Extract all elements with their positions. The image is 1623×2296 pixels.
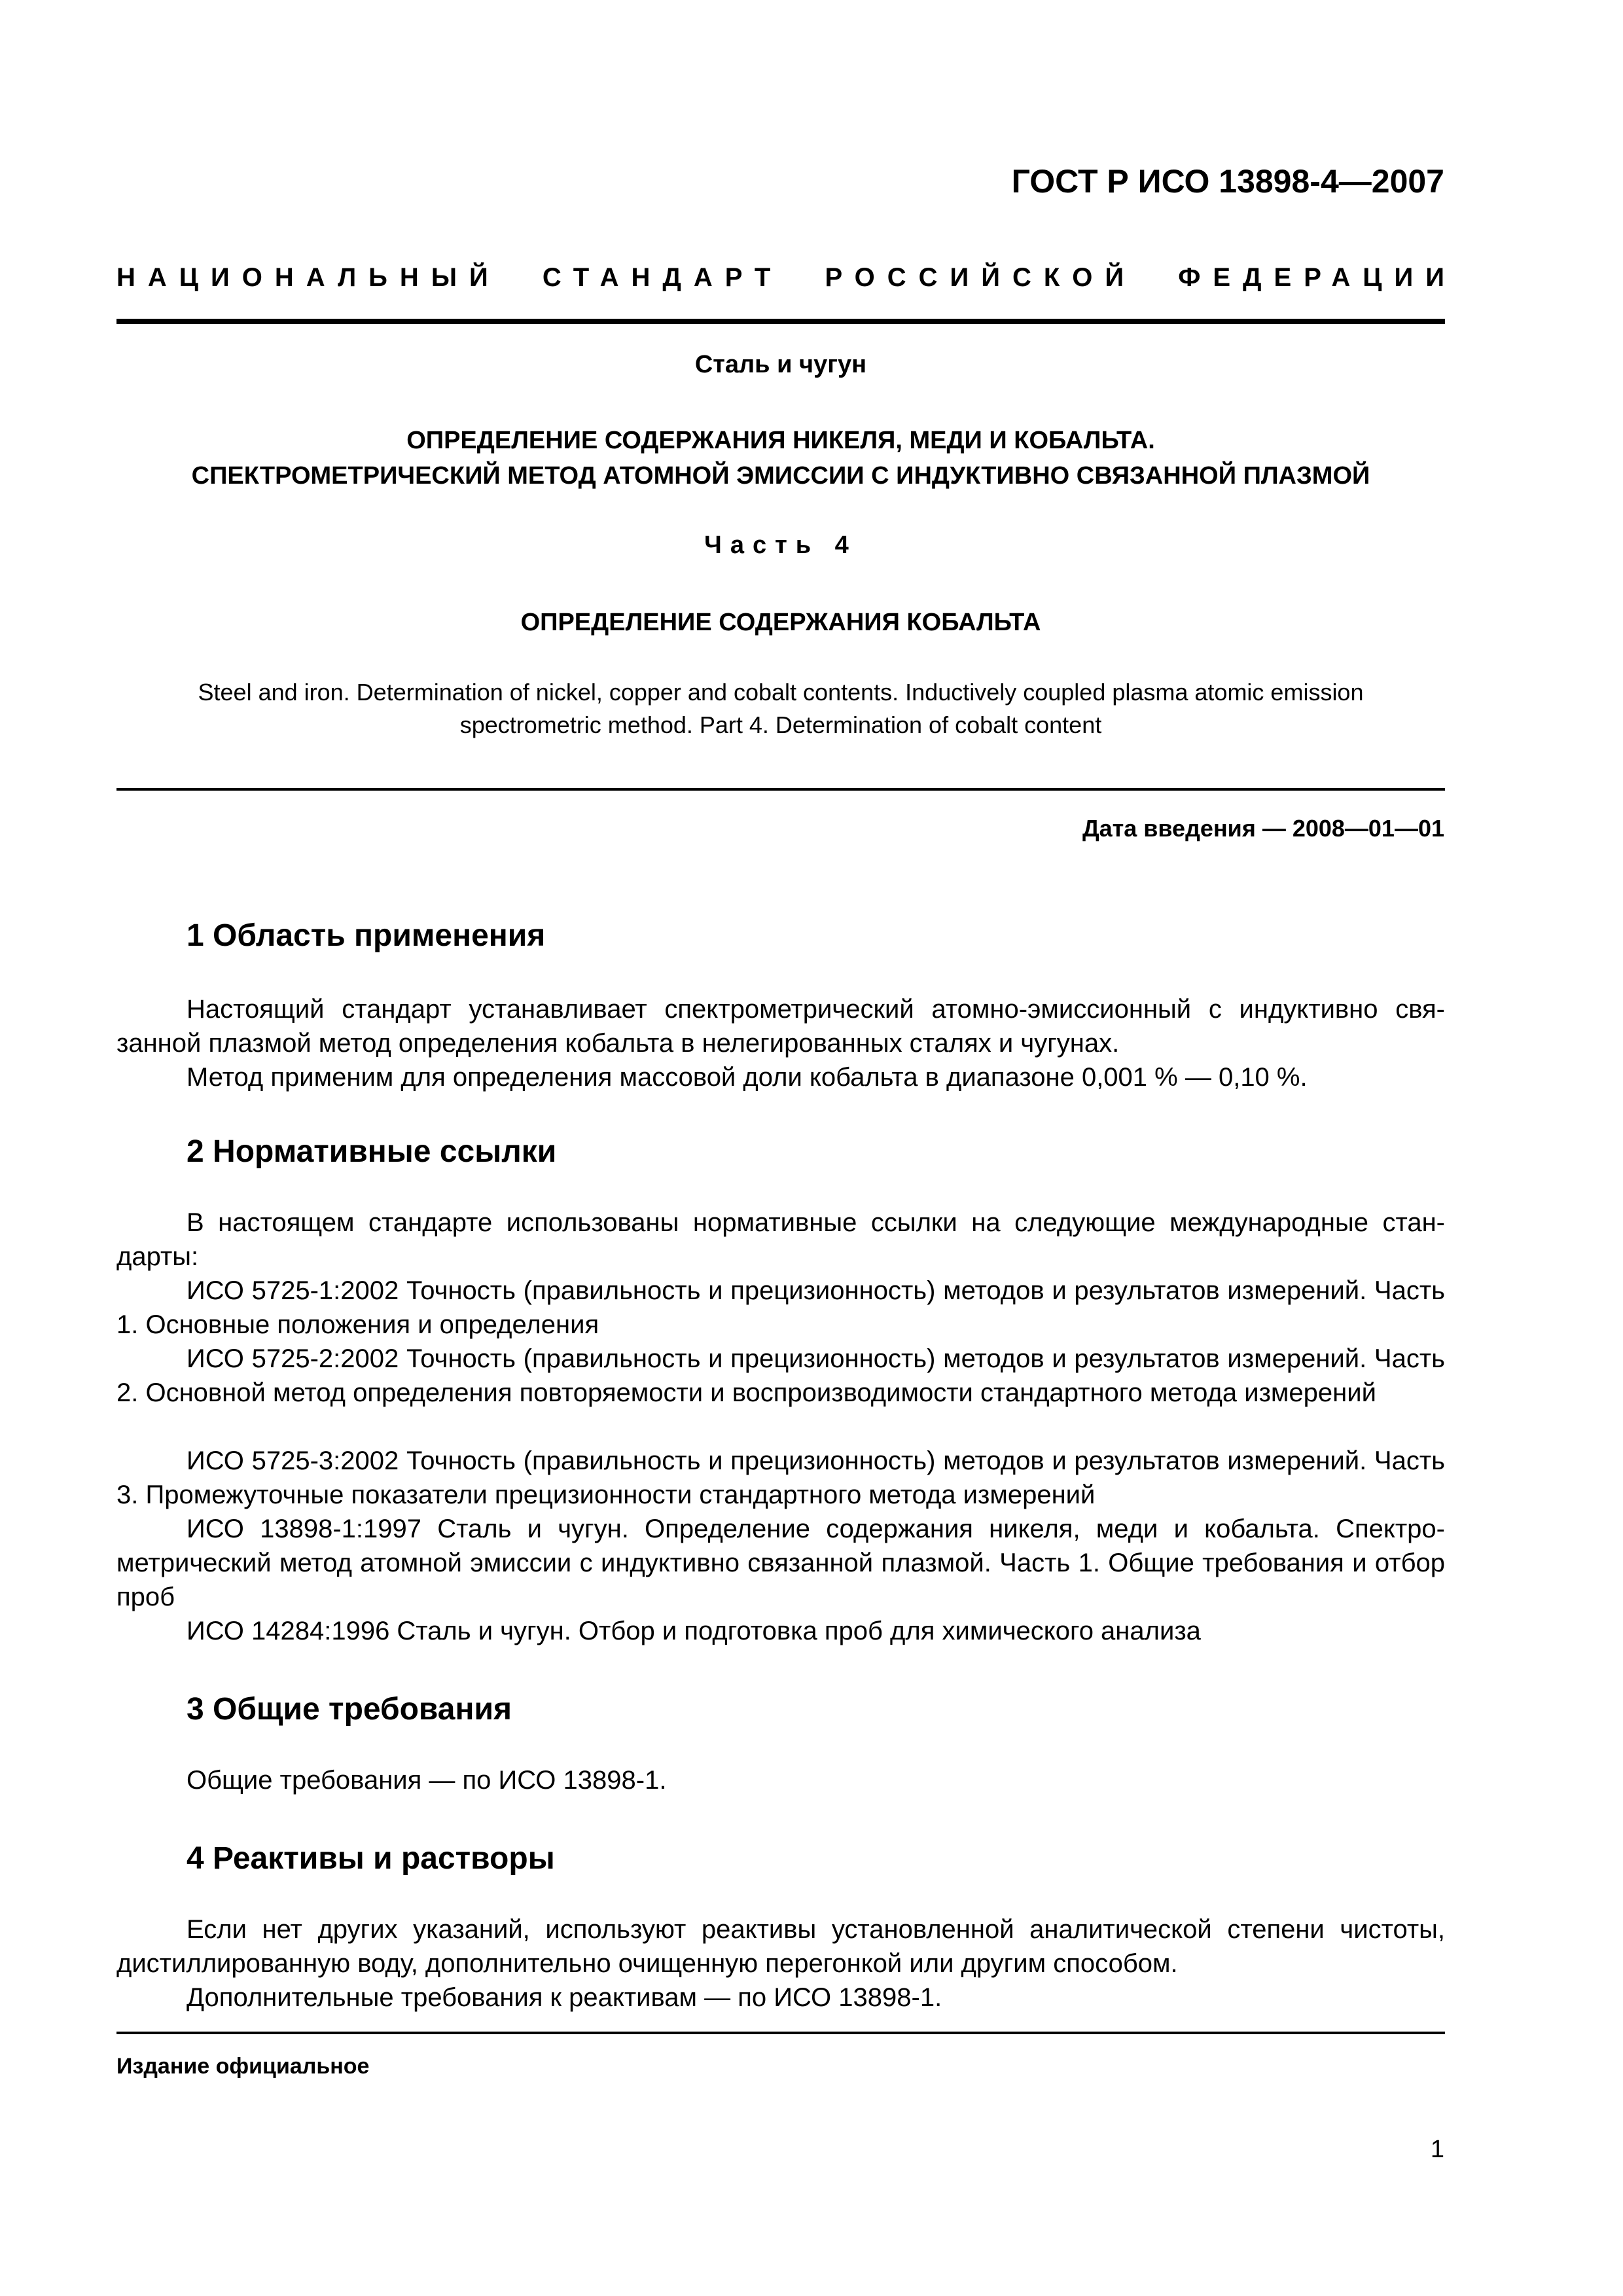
footer-divider xyxy=(116,2032,1445,2034)
section-paragraph: Если нет других указаний, используют реактивы установленной аналитической степени чистоты, дистиллированную воду, дополнительно очищенную перегонкой или другим способом. xyxy=(116,1915,1445,1978)
main-title xyxy=(116,423,1445,493)
section-paragraph: В настоящем стандарте использованы нормативные ссылки на следующие международные стандарты: xyxy=(116,1208,1445,1271)
part-title: ОПРЕДЕЛЕНИЕ СОДЕРЖАНИЯ КОБАЛЬТА xyxy=(520,609,1041,636)
reference-entry: ИСО 5725-1:2002 Точность (правильность и прецизионность) методов и результатов измерений. Часть 1. Основные положения и определения xyxy=(116,1276,1445,1339)
introduction-date: Дата введения — 2008—01—01 xyxy=(1082,815,1444,842)
reference-entry: ИСО 5725-3:2002 Точность (правильность и прецизионность) методов и результатов измерений. Часть 3. Промежуточные показатели прецизионности стандартного метода измерений xyxy=(116,1446,1445,1509)
national-word: РОССИЙСКОЙ xyxy=(825,263,1137,292)
reference-entry: ИСО 13898-1:1997 Сталь и чугун. Определение содержания никеля, меди и кобальта. Спектрометрический метод атомной эмиссии с индуктивно связанной плазмой. Часть 1. Общие требования и отбор проб xyxy=(116,1515,1445,1611)
english-title xyxy=(116,676,1445,742)
reference-entry: ИСО 5725-2:2002 Точность (правильность и прецизионность) методов и результатов измерений. Часть 2. Основной метод определения повторяемости и воспроизводимости стандартного метода измерений xyxy=(116,1344,1445,1407)
page-number: 1 xyxy=(1430,2136,1444,2163)
document-subtitle: Сталь и чугун xyxy=(694,351,867,378)
section-heading-general: 3 Общие требования xyxy=(187,1692,512,1727)
header-divider xyxy=(116,319,1445,324)
national-standard-heading xyxy=(116,263,1457,293)
section-heading-scope: 1 Область применения xyxy=(187,918,546,953)
english-title-line: spectrometric method. Part 4. Determination of cobalt content xyxy=(459,711,1102,738)
section-paragraph: Настоящий стандарт устанавливает спектрометрический атомно-эмиссионный с индуктивно связанной плазмой метод определения кобальта в нелегированных сталях и чугунах. xyxy=(116,995,1445,1058)
document-code: ГОСТ Р ИСО 13898-4—2007 xyxy=(1011,163,1444,200)
section-paragraph: Дополнительные требования к реактивам — по ИСО 13898-1. xyxy=(187,1983,942,2012)
section-heading-reagents: 4 Реактивы и растворы xyxy=(187,1841,555,1876)
main-title-line: СПЕКТРОМЕТРИЧЕСКИЙ МЕТОД АТОМНОЙ ЭМИССИИ С ИНДУКТИВНО СВЯЗАННОЙ ПЛАЗМОЙ xyxy=(191,462,1370,490)
national-word: ФЕДЕРАЦИИ xyxy=(1178,263,1457,292)
national-word: НАЦИОНАЛЬНЫЙ xyxy=(116,263,501,292)
part-label: Часть 4 xyxy=(704,531,857,559)
title-divider xyxy=(116,788,1445,791)
reference-entry: ИСО 14284:1996 Сталь и чугун. Отбор и подготовка проб для химического анализа xyxy=(187,1617,1201,1645)
section-paragraph: Общие требования — по ИСО 13898-1. xyxy=(187,1766,667,1795)
national-word: СТАНДАРТ xyxy=(542,263,783,292)
english-title-line: Steel and iron. Determination of nickel, copper and cobalt contents. Inductively coupled plasma atomic emission xyxy=(198,679,1364,706)
section-heading-references: 2 Нормативные ссылки xyxy=(187,1134,557,1169)
main-title-line: ОПРЕДЕЛЕНИЕ СОДЕРЖАНИЯ НИКЕЛЯ, МЕДИ И КОБАЛЬТА. xyxy=(406,427,1155,454)
section-paragraph: Метод применим для определения массовой доли кобальта в диапазоне 0,001 % — 0,10 %. xyxy=(187,1063,1308,1092)
official-edition-label: Издание официальное xyxy=(116,2054,370,2079)
